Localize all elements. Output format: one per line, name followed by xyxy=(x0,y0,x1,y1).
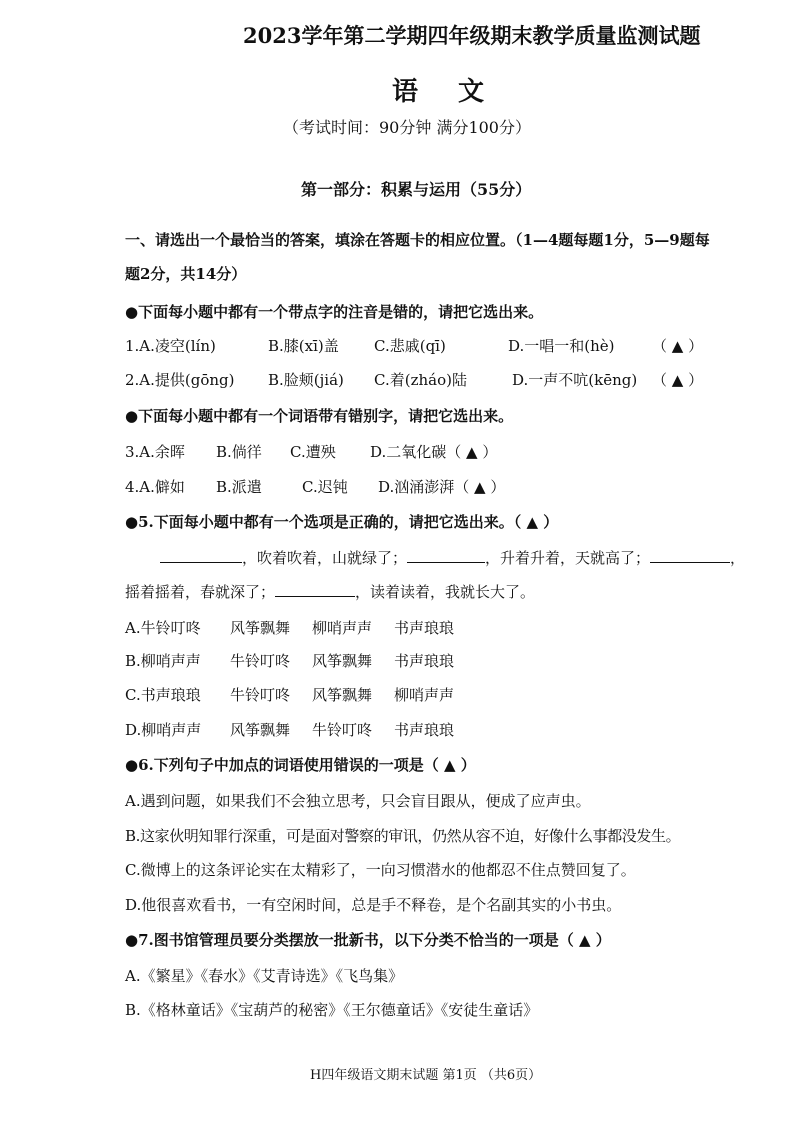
q6-option-a: A.遇到问题，如果我们不会独立思考，只会盲目跟从，便成了应声虫。 xyxy=(125,792,591,810)
q5-a-2: 风筝飘舞 xyxy=(230,619,291,637)
q6-option-b: B.这家伙明知罪行深重，可是面对警察的审讯，仍然从容不迫，好像什么事都没发生。 xyxy=(125,827,681,845)
q1-answer-slot: （ ▲ ） xyxy=(652,337,704,355)
section1-instruction-line1: 一、请选出一个最恰当的答案，填涂在答题卡的相应位置。（1—4题每题1分，5—9题每 xyxy=(125,231,710,249)
q5-text-5: ，读着读着，我就长大了。 xyxy=(355,583,536,601)
q5-d-4: 书声琅琅 xyxy=(394,721,455,739)
q3-option-a: 3.A.余晖 xyxy=(125,443,185,461)
q3-option-b: B.倘徉 xyxy=(216,443,262,461)
exam-title: 2023学年第二学期四年级期末教学质量监测试题 xyxy=(243,23,701,48)
q5-c-1: C.书声琅琅 xyxy=(125,686,201,704)
q5-blank-1 xyxy=(160,548,242,563)
q5-b-4: 书声琅琅 xyxy=(394,652,455,670)
q2-option-c: C.着(zháo)陆 xyxy=(374,371,467,389)
q5-b-3: 风筝飘舞 xyxy=(312,652,373,670)
q5-text-4: 摇着摇着，春就深了； xyxy=(125,583,276,601)
q5-stem: ●5.下面每小题中都有一个选项是正确的，请把它选出来。（ ▲ ） xyxy=(125,513,559,531)
q1-option-b: B.膝(xī)盖 xyxy=(268,337,339,355)
q5-text-3: ， xyxy=(730,549,746,567)
part1-heading: 第一部分：积累与运用（55分） xyxy=(301,180,532,199)
q5-b-2: 牛铃叮咚 xyxy=(230,652,291,670)
q5-a-1: A.牛铃叮咚 xyxy=(125,619,201,637)
q2-option-b: B.脸颊(jiá) xyxy=(268,371,344,389)
q5-fill-line1 xyxy=(160,548,745,568)
q5-blank-4 xyxy=(275,582,355,597)
q2-option-a: 2.A.提供(gōng) xyxy=(125,371,235,389)
q6-stem: ●6.下列句子中加点的词语使用错误的一项是（ ▲ ） xyxy=(125,756,476,774)
q4-option-b: B.派遣 xyxy=(216,478,262,496)
q5-blank-3 xyxy=(650,548,730,563)
q5-a-4: 书声琅琅 xyxy=(394,619,455,637)
q5-d-1: D.柳哨声声 xyxy=(125,721,202,739)
q3-option-c: C.遭殃 xyxy=(290,443,336,461)
q6-option-c: C.微博上的这条评论实在太精彩了，一向习惯潜水的他都忍不住点赞回复了。 xyxy=(125,861,636,879)
q5-d-3: 牛铃叮咚 xyxy=(312,721,373,739)
q5-a-3: 柳哨声声 xyxy=(312,619,373,637)
page-footer: H四年级语文期末试题 第1页 （共6页） xyxy=(310,1068,542,1083)
q5-text-1: ，吹着吹着，山就绿了； xyxy=(242,549,408,567)
q2-option-d: D.一声不吭(kēng) xyxy=(512,371,638,389)
q5-text-2: ，升着升着，天就高了； xyxy=(485,549,651,567)
q5-c-2: 牛铃叮咚 xyxy=(230,686,291,704)
q5-b-1: B.柳哨声声 xyxy=(125,652,201,670)
q1-option-c: C.悲戚(qī) xyxy=(374,337,446,355)
q7-option-a: A.《繁星》《春水》《艾青诗选》《飞鸟集》 xyxy=(125,967,404,985)
q7-stem: ●7.图书馆管理员要分类摆放一批新书，以下分类不恰当的一项是（ ▲ ） xyxy=(125,931,611,949)
bullet-typo-instruction: ●下面每小题中都有一个词语带有错别字，请把它选出来。 xyxy=(125,407,514,425)
q6-option-d: D.他很喜欢看书，一有空闲时间，总是手不释卷，是个名副其实的小书虫。 xyxy=(125,896,622,914)
bullet-pinyin-instruction: ●下面每小题中都有一个带点字的注音是错的，请把它选出来。 xyxy=(125,303,544,321)
exam-info: （考试时间：90分钟 满分100分） xyxy=(283,118,531,137)
q7-option-b: B.《格林童话》《宝葫芦的秘密》《王尔德童话》《安徒生童话》 xyxy=(125,1001,539,1019)
q4-option-c: C.迟钝 xyxy=(302,478,348,496)
q4-option-d: D.汹涌澎湃（ ▲ ） xyxy=(378,478,506,496)
q5-fill-line2 xyxy=(125,582,535,602)
section1-instruction-line2: 题2分，共14分） xyxy=(125,265,247,283)
q3-option-d: D.二氧化碳（ ▲ ） xyxy=(370,443,498,461)
q5-c-4: 柳哨声声 xyxy=(394,686,455,704)
q1-option-d: D.一唱一和(hè) xyxy=(508,337,615,355)
q5-c-3: 风筝飘舞 xyxy=(312,686,373,704)
q1-option-a: 1.A.凌空(lín) xyxy=(125,337,216,355)
q2-answer-slot: （ ▲ ） xyxy=(652,371,704,389)
subject-title: 语文 xyxy=(392,77,525,107)
q5-d-2: 风筝飘舞 xyxy=(230,721,291,739)
q4-option-a: 4.A.僻如 xyxy=(125,478,185,496)
q5-blank-2 xyxy=(407,548,485,563)
